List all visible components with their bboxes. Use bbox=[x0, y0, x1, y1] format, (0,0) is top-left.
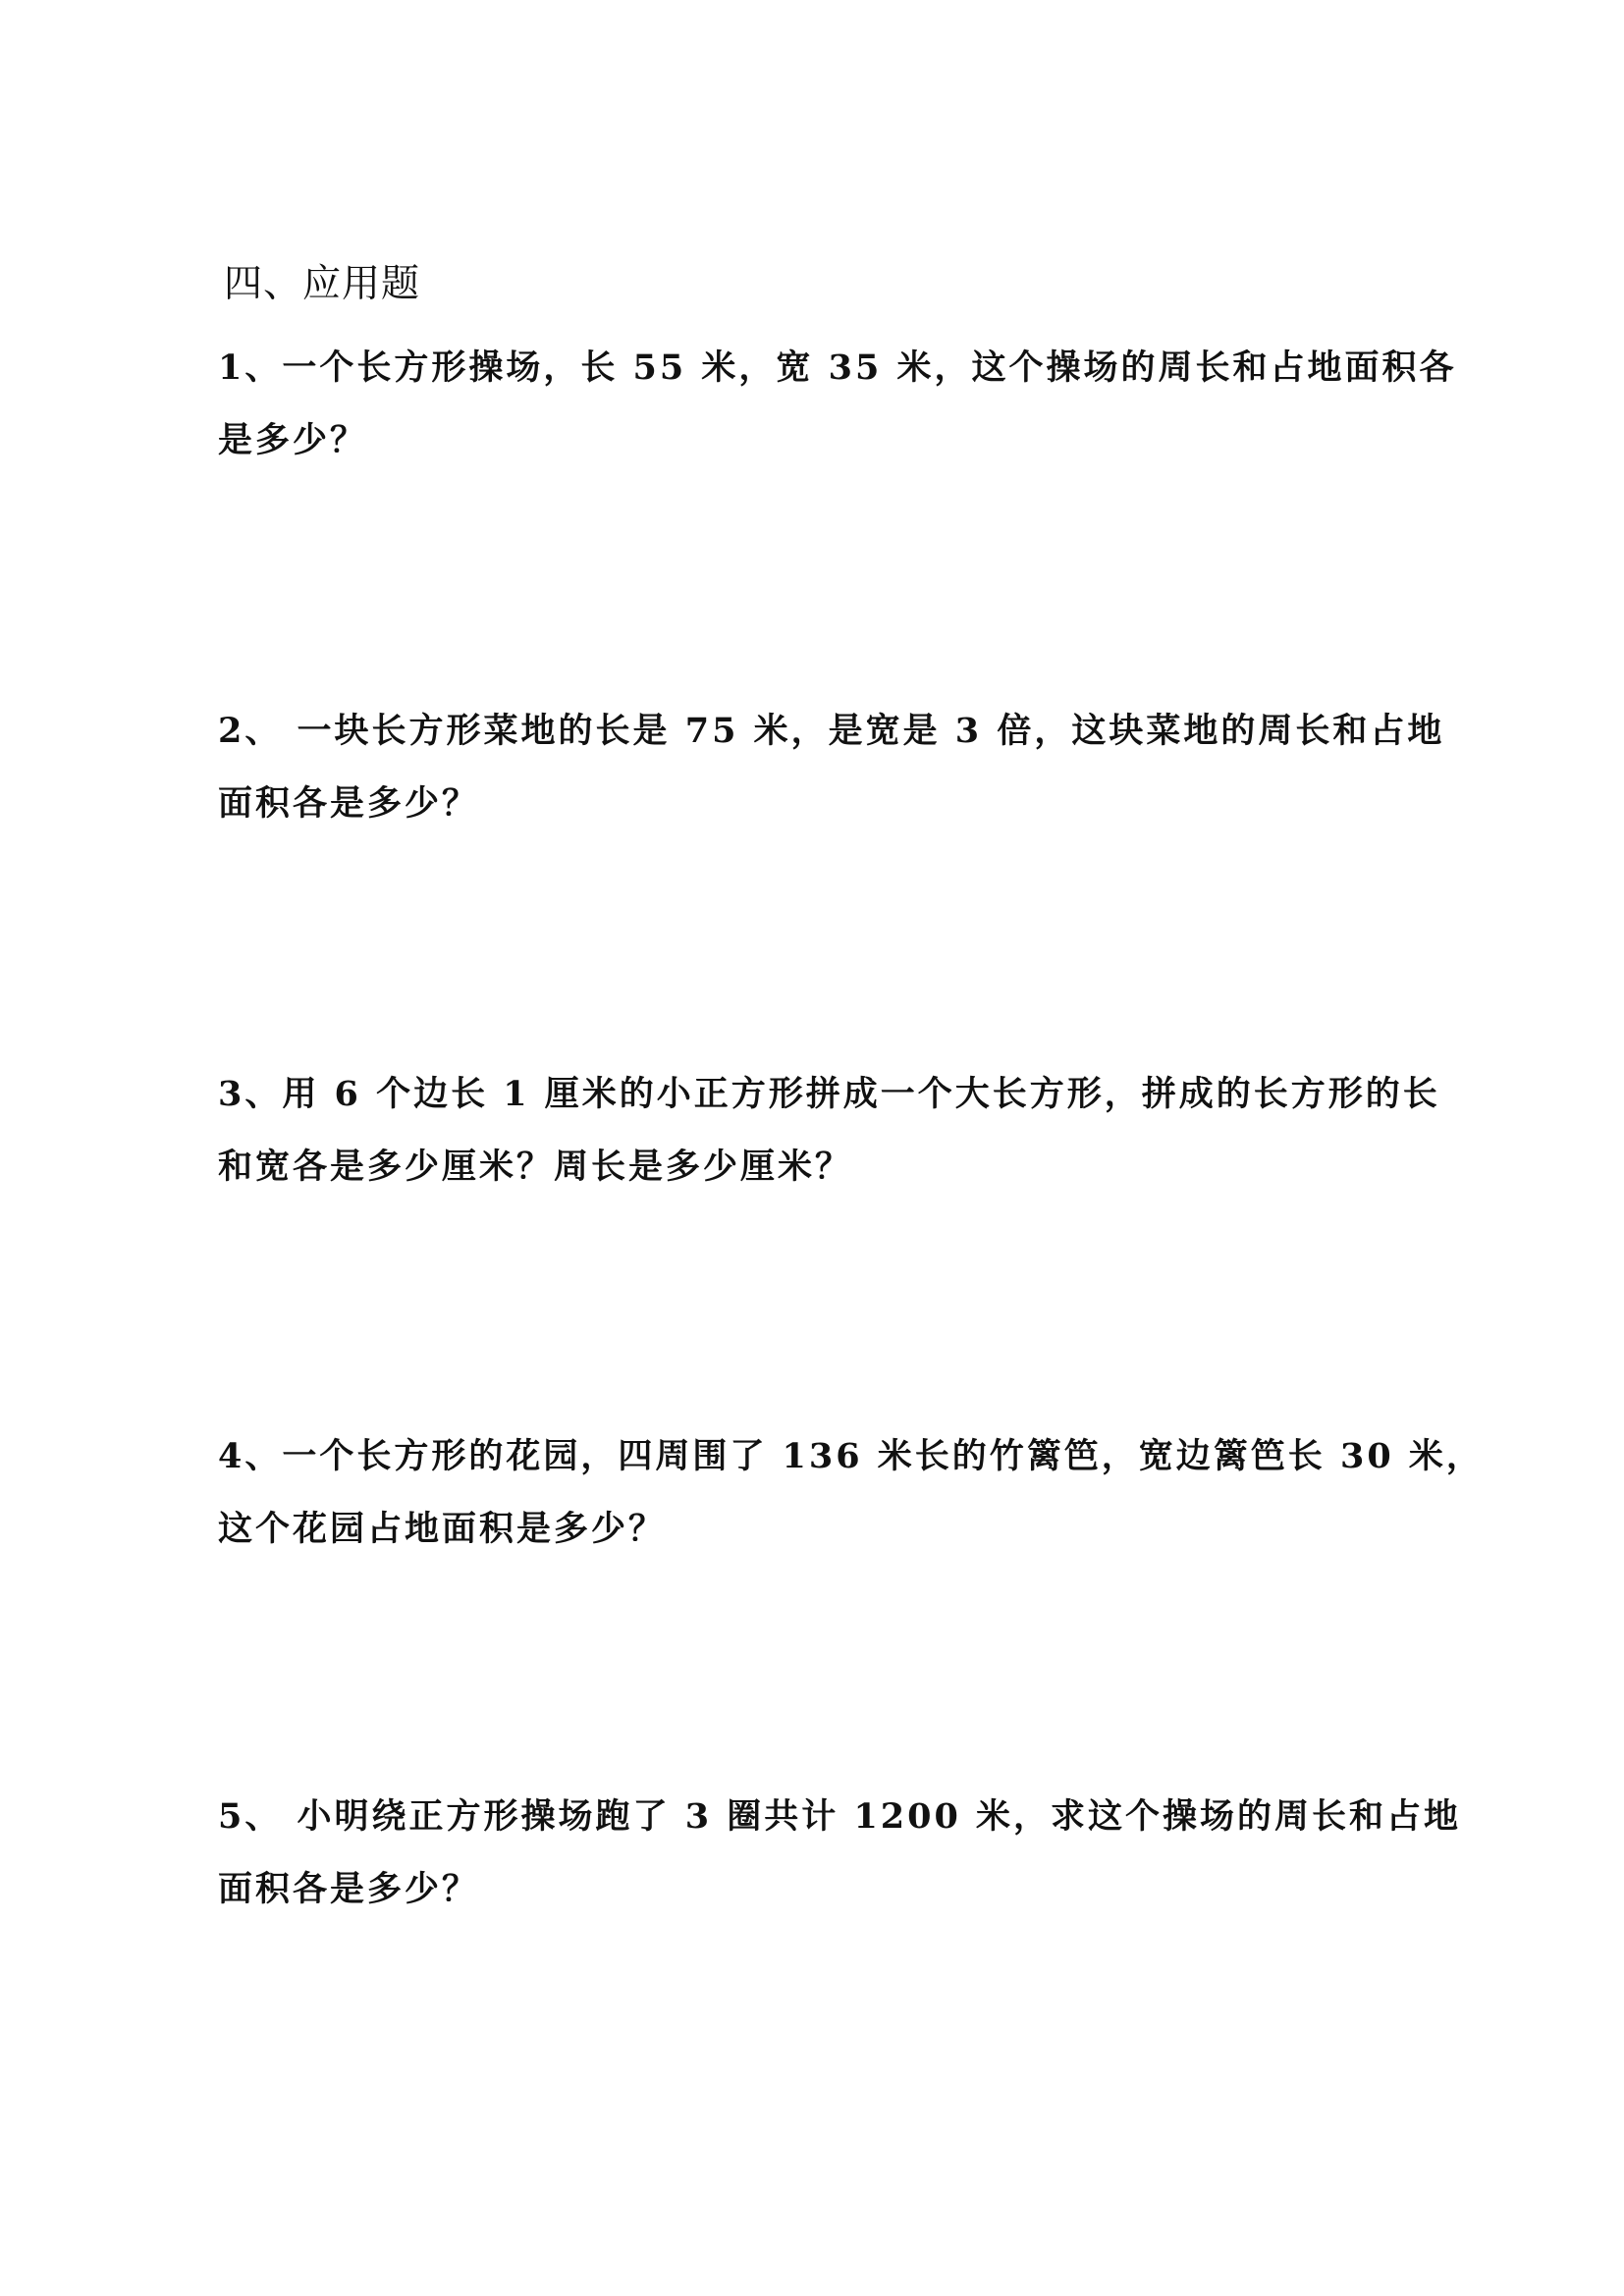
problem-4 bbox=[218, 1420, 1484, 1566]
problem-2-line-2: 面积各是多少？ bbox=[218, 783, 480, 824]
problem-2-line-1: 2、 一块长方形菜地的长是 75 米，是宽是 3 倍，这块菜地的周长和占地 bbox=[218, 711, 1445, 751]
problem-4-line-2: 这个花园占地面积是多少？ bbox=[218, 1509, 667, 1549]
problem-1-line-1: 1、一个长方形操场，长 55 米，宽 35 米，这个操场的周长和占地面积各 bbox=[218, 347, 1457, 388]
problem-4-line-1: 4、一个长方形的花园，四周围了 136 米长的竹篱笆，宽边篱笆长 30 米， bbox=[218, 1436, 1484, 1476]
problem-1 bbox=[218, 332, 1457, 477]
problem-1-line-2: 是多少？ bbox=[218, 420, 368, 460]
problem-3 bbox=[218, 1058, 1440, 1203]
section-title: 四、应用题 bbox=[224, 262, 421, 306]
problem-3-line-1: 3、用 6 个边长 1 厘米的小正方形拼成一个大长方形，拼成的长方形的长 bbox=[218, 1074, 1440, 1114]
problem-5-line-2: 面积各是多少？ bbox=[218, 1869, 480, 1909]
problem-2 bbox=[218, 695, 1445, 840]
problem-3-line-2: 和宽各是多少厘米？周长是多少厘米？ bbox=[218, 1147, 853, 1187]
problem-5-line-1: 5、 小明绕正方形操场跑了 3 圈共计 1200 米，求这个操场的周长和占地 bbox=[218, 1796, 1462, 1837]
problem-5 bbox=[218, 1781, 1462, 1926]
